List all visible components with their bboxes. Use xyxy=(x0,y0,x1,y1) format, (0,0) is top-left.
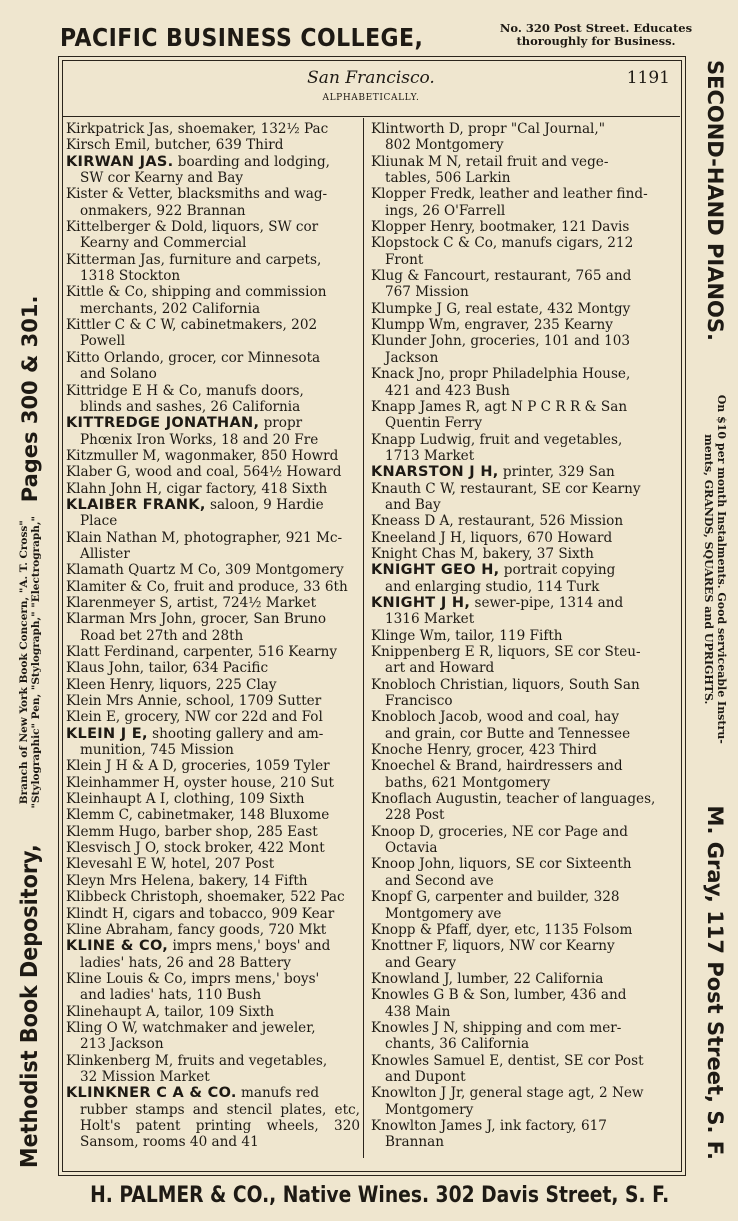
directory-entry xyxy=(371,530,674,546)
directory-entry xyxy=(371,824,674,857)
entry-continuation: Francisco xyxy=(385,693,453,710)
wine-ad: H. PALMER & CO., Native Wines. 302 Davis Street, S. F. xyxy=(90,1182,670,1208)
entry-continuation: Road bet 27th and 28th xyxy=(80,627,244,644)
directory-entry xyxy=(66,840,360,856)
entry-text: boarding and lodging, xyxy=(173,153,331,170)
entry-text: Klibbeck Christoph, shoemaker, 522 Pac xyxy=(66,889,345,906)
college-ad-line: No. 320 Post Street. Educates xyxy=(499,21,693,35)
directory-entry xyxy=(371,1085,674,1118)
entry-text: Knapp James R, agt N P C R R & San xyxy=(371,398,628,415)
entry-text: Klinkenberg M, fruits and vegetables, xyxy=(66,1052,328,1069)
entry-text: Knapp Ludwig, fruit and vegetables, xyxy=(371,431,623,448)
directory-entry xyxy=(66,1053,360,1086)
directory-entry xyxy=(66,611,360,644)
entry-continuation: Powell xyxy=(80,333,126,350)
directory-entry xyxy=(371,219,674,235)
directory-entry xyxy=(66,758,360,774)
entry-text: Kitzmuller M, wagonmaker, 850 Howrd xyxy=(66,447,339,464)
piano-ad-address: M. Gray, 117 Post Street, S. F. xyxy=(703,805,727,1160)
entry-text: Klunder John, groceries, 101 and 103 xyxy=(371,333,631,350)
entry-text: Knopf G, carpenter and builder, 328 xyxy=(371,889,620,906)
entry-text: Kling O W, watchmaker and jeweler, xyxy=(66,1019,316,1036)
entry-continuation: 1713 Market xyxy=(385,447,475,464)
directory-entry xyxy=(371,317,674,333)
directory-entry xyxy=(371,758,674,791)
directory-entry xyxy=(371,677,674,710)
entry-name-bold: KIRWAN JAS. xyxy=(66,153,174,170)
entry-continuation: Phœnix Iron Works, 18 and 20 Fre xyxy=(80,431,319,448)
entry-text: Klarenmeyer S, artist, 724½ Market xyxy=(66,594,317,611)
entry-continuation: 32 Mission Market xyxy=(80,1068,210,1085)
directory-entry xyxy=(371,546,674,562)
directory-entry xyxy=(371,1053,674,1086)
directory-entry xyxy=(66,693,360,709)
entry-text: Klevesahl E W, hotel, 207 Post xyxy=(66,856,275,873)
directory-entry xyxy=(66,595,360,611)
directory-entry xyxy=(371,628,674,644)
entry-text: Knoechel & Brand, hairdressers and xyxy=(371,758,623,775)
directory-entry xyxy=(371,268,674,301)
directory-entry xyxy=(66,383,360,416)
directory-entry xyxy=(66,644,360,660)
directory-entry xyxy=(66,938,360,971)
entry-name-bold: KLEIN J E, xyxy=(66,725,148,742)
entry-text: Klopstock C & Co, manufs cigars, 212 xyxy=(371,235,634,252)
entry-continuation: Kearny and Commercial xyxy=(80,235,247,252)
entry-continuation: blinds and sashes, 26 California xyxy=(80,398,301,415)
entry-continuation: Montgomery ave xyxy=(385,905,502,922)
entry-continuation: Quentin Ferry xyxy=(385,415,482,432)
entry-text: Kline Abraham, fancy goods, 720 Mkt xyxy=(66,921,327,938)
directory-entry xyxy=(66,971,360,1004)
directory-entry xyxy=(371,1118,674,1151)
directory-entry xyxy=(66,464,360,480)
entry-continuation: baths, 621 Montgomery xyxy=(385,774,551,791)
entry-text: Knopp & Pfaff, dyer, etc, 1135 Folsom xyxy=(371,921,633,938)
college-ad-title: PACIFIC BUSINESS COLLEGE, xyxy=(60,22,424,52)
entry-continuation: ladies' hats, 26 and 28 Battery xyxy=(80,954,291,971)
entry-text: Kneass D A, restaurant, 526 Mission xyxy=(371,513,624,530)
entry-text: Knack Jno, propr Philadelphia House, xyxy=(371,366,631,383)
entry-text: Klintworth D, propr "Cal Journal," xyxy=(371,121,605,137)
directory-entry xyxy=(66,415,360,448)
entry-continuation: Allister xyxy=(80,545,130,562)
column-divider xyxy=(363,118,364,1158)
entry-continuation: Brannan xyxy=(385,1134,444,1151)
entry-continuation: 802 Montgomery xyxy=(385,137,504,154)
depository-ad-subtext xyxy=(18,502,42,822)
entry-text: Knippenberg E R, liquors, SE cor Steu- xyxy=(371,644,641,660)
entry-text: Kleyn Mrs Helena, bakery, 14 Fifth xyxy=(66,872,308,889)
directory-entry xyxy=(66,660,360,676)
entry-text: Knottner F, liquors, NW cor Kearny xyxy=(371,938,615,955)
entry-text: shooting gallery and am- xyxy=(147,725,324,742)
directory-entry xyxy=(371,235,674,268)
directory-entry xyxy=(66,154,360,187)
entry-text: Kliunak M N, retail fruit and vege- xyxy=(371,153,609,170)
entry-continuation: munition, 745 Mission xyxy=(80,742,234,759)
directory-entry xyxy=(66,906,360,922)
directory-entry xyxy=(66,481,360,497)
entry-continuation: and Bay xyxy=(385,496,441,513)
entry-text: Knauth C W, restaurant, SE cor Kearny xyxy=(371,480,641,497)
directory-entry xyxy=(371,301,674,317)
directory-entry xyxy=(371,154,674,187)
entry-continuation: rubber stamps and stencil plates, etc, Holt's patent printing wheels, 320 Sansom, rooms 40 and 41 xyxy=(80,1101,360,1151)
entry-name-bold: KLINE & CO, xyxy=(66,938,169,955)
entry-continuation: Place xyxy=(80,513,118,530)
entry-continuation: merchants, 202 California xyxy=(80,300,261,317)
directory-entry xyxy=(371,562,674,595)
directory-entry xyxy=(66,1020,360,1053)
piano-ad-line: ments, GRANDS, SQUARES and UPRIGHTS. xyxy=(702,434,715,705)
entry-text: Kittle & Co, shipping and commission xyxy=(66,284,327,301)
entry-text: Klaus John, tailor, 634 Pacific xyxy=(66,660,269,677)
bottom-banner xyxy=(60,1178,700,1212)
entry-text: propr xyxy=(259,415,303,432)
entry-text: Klemm Hugo, barber shop, 285 East xyxy=(66,823,318,840)
entry-text: Klinehaupt A, tailor, 109 Sixth xyxy=(66,1003,275,1020)
entry-text: Knowles Samuel E, dentist, SE cor Post xyxy=(371,1052,644,1069)
directory-entry xyxy=(371,513,674,529)
top-banner xyxy=(60,20,700,54)
entry-text: Klein J H & A D, groceries, 1059 Tyler xyxy=(66,758,330,775)
directory-entry xyxy=(371,1020,674,1053)
entry-text: Kister & Vetter, blacksmiths and wag- xyxy=(66,186,328,203)
entry-text: Kneeland J H, liquors, 670 Howard xyxy=(371,529,613,546)
entry-text: imprs mens,' boys' and xyxy=(168,938,331,955)
entry-text: Kitto Orlando, grocer, cor Minnesota xyxy=(66,349,321,366)
entry-text: Kirkpatrick Jas, shoemaker, 132½ Pac xyxy=(66,121,329,137)
entry-continuation: ings, 26 O'Farrell xyxy=(385,202,506,219)
directory-entry xyxy=(371,432,674,465)
entry-text: Klumpke J G, real estate, 432 Montgy xyxy=(371,300,631,317)
entry-continuation: and grain, cor Butte and Tennessee xyxy=(385,725,631,742)
entry-continuation: onmakers, 922 Brannan xyxy=(80,202,246,219)
entry-text: printer, 329 San xyxy=(498,464,615,481)
entry-text: Knowles G B & Son, lumber, 436 and xyxy=(371,987,627,1004)
entry-continuation: Front xyxy=(385,251,424,268)
entry-text: Klarman Mrs John, grocer, San Bruno xyxy=(66,611,327,628)
directory-entry xyxy=(66,252,360,285)
entry-text: Klamath Quartz M Co, 309 Montgomery xyxy=(66,562,344,579)
directory-entry xyxy=(66,1004,360,1020)
entry-name-bold: KLINKNER C A & CO. xyxy=(66,1085,237,1102)
entry-text: Klinge Wm, tailor, 119 Fifth xyxy=(371,627,563,644)
entry-continuation: and Solano xyxy=(80,366,157,383)
entry-text: Klumpp Wm, engraver, 235 Kearny xyxy=(371,317,613,334)
piano-ad-line: On $10 per month Instalments. Good serviceable Instru- xyxy=(715,394,728,744)
entry-text: Klemm C, cabinetmaker, 148 Bluxome xyxy=(66,807,330,824)
directory-entry xyxy=(371,399,674,432)
entry-name-bold: KLAIBER FRANK, xyxy=(66,496,206,513)
directory-entry xyxy=(66,448,360,464)
entry-text: Klein E, grocery, NW cor 22d and Fol xyxy=(66,709,323,726)
directory-entry xyxy=(66,530,360,563)
directory-entry xyxy=(66,677,360,693)
depository-ad-title: Methodist Book Depository, xyxy=(17,844,43,1168)
entry-continuation: 1316 Market xyxy=(385,611,475,628)
directory-entry xyxy=(66,137,360,153)
directory-entry xyxy=(66,219,360,252)
directory-entry xyxy=(371,186,674,219)
entry-text: Klahn John H, cigar factory, 418 Sixth xyxy=(66,480,328,497)
entry-text: Klopper Fredk, leather and leather find- xyxy=(371,186,648,203)
right-margin-ad xyxy=(692,60,738,1160)
entry-text: Kittridge E H & Co, manufs doors, xyxy=(66,382,304,399)
entry-text: manufs red xyxy=(236,1085,320,1102)
entry-text: portrait copying xyxy=(499,562,616,579)
directory-column-left xyxy=(66,121,360,1151)
entry-text: Klatt Ferdinand, carpenter, 516 Kearny xyxy=(66,644,338,660)
entry-name-bold: KITTREDGE JONATHAN, xyxy=(66,415,260,432)
directory-entry xyxy=(371,481,674,514)
entry-continuation: and Geary xyxy=(385,954,457,971)
directory-entry xyxy=(66,856,360,872)
page-city-title: San Francisco. xyxy=(307,68,435,88)
depository-ad-line: "Stylographic" Pen, "Stylograph," "Electrograph," xyxy=(30,515,42,809)
directory-entry xyxy=(371,742,674,758)
entry-text: Klesvisch J O, stock broker, 422 Mont xyxy=(66,840,325,857)
entry-text: Klindt H, cigars and tobacco, 909 Kear xyxy=(66,905,335,922)
depository-ad-line: Branch of New York Book Concern, "A. T. Cross" xyxy=(18,520,30,805)
left-margin-ad xyxy=(4,68,56,1168)
entry-text: Knoche Henry, grocer, 423 Third xyxy=(371,742,597,759)
directory-entry xyxy=(66,562,360,578)
entry-text: Kirsch Emil, butcher, 639 Third xyxy=(66,137,284,154)
entry-text: Kitterman Jas, furniture and carpets, xyxy=(66,251,322,268)
entry-continuation: Octavia xyxy=(385,840,438,857)
directory-entry xyxy=(66,873,360,889)
directory-entry xyxy=(66,317,360,350)
entry-text: Knoop John, liquors, SE cor Sixteenth xyxy=(371,856,632,873)
college-ad-line: thoroughly for Business. xyxy=(516,34,676,48)
depository-ad-pages: Pages 300 & 301. xyxy=(18,295,42,503)
entry-name-bold: KNIGHT GEO H, xyxy=(371,562,500,579)
directory-entry xyxy=(371,709,674,742)
directory-entry xyxy=(66,497,360,530)
entry-continuation: Montgomery xyxy=(385,1101,474,1118)
entry-text: Klaber G, wood and coal, 564½ Howard xyxy=(66,464,342,481)
entry-continuation: 767 Mission xyxy=(385,284,469,301)
directory-entry xyxy=(66,121,360,137)
entry-text: Klein Mrs Annie, school, 1709 Sutter xyxy=(66,693,322,710)
entry-continuation: tables, 506 Larkin xyxy=(385,170,511,187)
directory-entry xyxy=(371,856,674,889)
directory-entry xyxy=(371,366,674,399)
directory-entry xyxy=(66,775,360,791)
entry-continuation: 228 Post xyxy=(385,807,445,824)
directory-entry xyxy=(371,644,674,677)
directory-entry xyxy=(66,889,360,905)
entry-continuation: 421 and 423 Bush xyxy=(385,382,510,399)
entry-text: Kleinhammer H, oyster house, 210 Sut xyxy=(66,774,334,791)
college-ad-subtext xyxy=(456,22,736,48)
entry-continuation: 1318 Stockton xyxy=(80,268,181,285)
entry-continuation: chants, 36 California xyxy=(385,1036,530,1053)
entry-text: sewer-pipe, 1314 and xyxy=(470,594,624,611)
entry-text: saloon, 9 Hardie xyxy=(205,496,324,513)
entry-text: Knowlton James J, ink factory, 617 xyxy=(371,1117,607,1134)
entry-text: Kleen Henry, liquors, 225 Clay xyxy=(66,676,277,693)
directory-entry xyxy=(371,971,674,987)
entry-text: Knobloch Jacob, wood and coal, hay xyxy=(371,709,620,726)
entry-text: Knobloch Christian, liquors, South San xyxy=(371,676,640,693)
entry-text: Knowland J, lumber, 22 California xyxy=(371,970,604,987)
entry-text: Kittler C & C W, cabinetmakers, 202 xyxy=(66,317,318,334)
directory-entry xyxy=(66,1085,360,1150)
directory-entry xyxy=(66,824,360,840)
entry-continuation: 438 Main xyxy=(385,1003,451,1020)
entry-text: Klamiter & Co, fruit and produce, 33 6th xyxy=(66,578,348,595)
piano-ad-subtext xyxy=(702,357,728,782)
directory-column-right xyxy=(371,121,674,1151)
entry-text: Kittelberger & Dold, liquors, SW cor xyxy=(66,219,319,236)
entry-continuation: and Dupont xyxy=(385,1068,466,1085)
entry-text: Knowlton J Jr, general stage agt, 2 New xyxy=(371,1085,644,1102)
header-rule xyxy=(62,116,680,117)
entry-text: Knoflach Augustin, teacher of languages, xyxy=(371,791,656,808)
directory-entry xyxy=(371,464,674,480)
directory-entry xyxy=(371,121,674,154)
directory-entry xyxy=(66,284,360,317)
entry-text: Klain Nathan M, photographer, 921 Mc- xyxy=(66,529,343,546)
page-number: 1191 xyxy=(626,68,670,88)
entry-text: Klopper Henry, bootmaker, 121 Davis xyxy=(371,219,630,236)
entry-text: Knight Chas M, bakery, 37 Sixth xyxy=(371,545,594,562)
directory-entry xyxy=(66,726,360,759)
entry-text: Klug & Fancourt, restaurant, 765 and xyxy=(371,268,632,285)
entry-text: Knowles J N, shipping and com mer- xyxy=(371,1019,622,1036)
entry-name-bold: KNARSTON J H, xyxy=(371,464,499,481)
page-header xyxy=(62,66,680,106)
entry-continuation: and enlarging studio, 114 Turk xyxy=(385,578,600,595)
directory-entry xyxy=(371,987,674,1020)
entry-continuation: and ladies' hats, 110 Bush xyxy=(80,987,262,1004)
directory-entry xyxy=(371,889,674,922)
entry-name-bold: KNIGHT J H, xyxy=(371,594,471,611)
directory-entry xyxy=(371,791,674,824)
entry-continuation: 213 Jackson xyxy=(80,1036,164,1053)
entry-continuation: Jackson xyxy=(385,349,439,366)
directory-entry xyxy=(371,938,674,971)
entry-continuation: and Second ave xyxy=(385,872,494,889)
directory-entry xyxy=(66,922,360,938)
entry-text: Knoop D, groceries, NE cor Page and xyxy=(371,823,628,840)
directory-entry xyxy=(66,807,360,823)
directory-entry xyxy=(66,709,360,725)
piano-ad-title: SECOND-HAND PIANOS. xyxy=(703,60,727,341)
entry-continuation: SW cor Kearny and Bay xyxy=(80,170,244,187)
directory-entry xyxy=(371,922,674,938)
entry-continuation: art and Howard xyxy=(385,660,495,677)
directory-entry xyxy=(371,595,674,628)
directory-entry xyxy=(66,579,360,595)
directory-entry xyxy=(371,333,674,366)
entry-text: Kleinhaupt A I, clothing, 109 Sixth xyxy=(66,791,305,808)
directory-entry xyxy=(66,186,360,219)
directory-entry xyxy=(66,791,360,807)
directory-entry xyxy=(66,350,360,383)
page-subtitle: ALPHABETICALLY. xyxy=(322,93,420,103)
entry-text: Kline Louis & Co, imprs mens,' boys' xyxy=(66,970,320,987)
